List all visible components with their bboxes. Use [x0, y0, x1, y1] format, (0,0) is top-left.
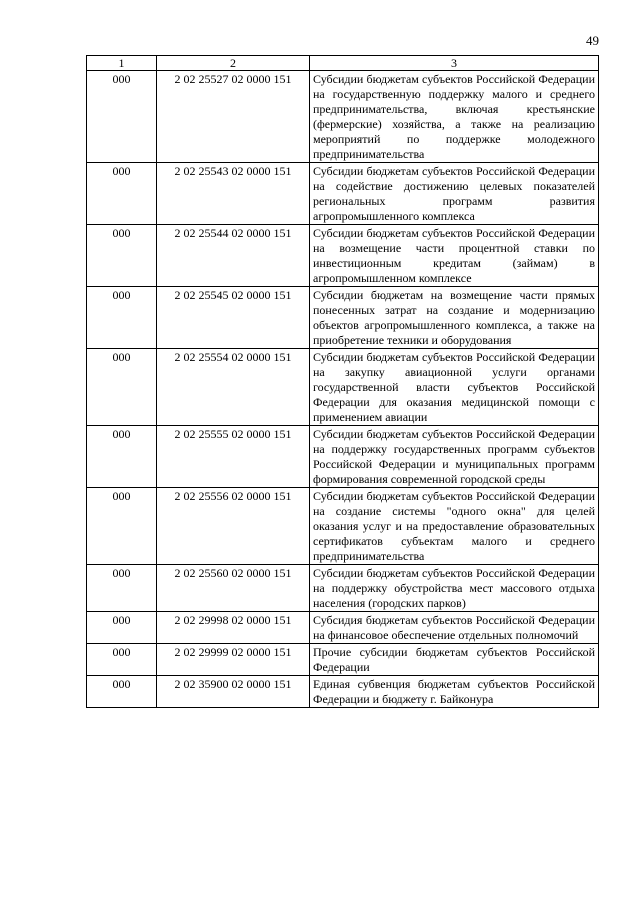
description-cell: Субсидии бюджетам субъектов Российской Федерации на поддержку обустройства мест массового отдыха населения (городских парков) — [310, 565, 599, 612]
description-cell: Единая субвенция бюджетам субъектов Российской Федерации и бюджету г. Байконура — [310, 676, 599, 708]
admin-code-cell: 000 — [87, 225, 157, 287]
column-header-1: 1 — [87, 56, 157, 71]
description-cell: Субсидии бюджетам субъектов Российской Федерации на возмещение части процентной ставки по инвестиционным кредитам (займам) в агропромышленном комплексе — [310, 225, 599, 287]
table-row — [87, 287, 599, 349]
description-cell: Субсидии бюджетам на возмещение части прямых понесенных затрат на создание и модернизацию объектов агропромышленного комплекса, а также на приобретение техники и оборудования — [310, 287, 599, 349]
budget-code-cell: 2 02 25554 02 0000 151 — [157, 349, 310, 426]
admin-code-cell: 000 — [87, 349, 157, 426]
table-row — [87, 488, 599, 565]
table-row — [87, 644, 599, 676]
table-row — [87, 426, 599, 488]
admin-code-cell: 000 — [87, 163, 157, 225]
description-cell: Субсидия бюджетам субъектов Российской Федерации на финансовое обеспечение отдельных полномочий — [310, 612, 599, 644]
table-row — [87, 565, 599, 612]
table-header-row — [87, 56, 599, 71]
admin-code-cell: 000 — [87, 287, 157, 349]
description-cell: Субсидии бюджетам субъектов Российской Федерации на государственную поддержку малого и среднего предпринимательства, включая крестьянские (фермерские) хозяйства, а также на реализацию мероприятий по поддержке молодежного предпринимательства — [310, 71, 599, 163]
budget-code-cell: 2 02 25555 02 0000 151 — [157, 426, 310, 488]
admin-code-cell: 000 — [87, 426, 157, 488]
budget-code-cell: 2 02 25544 02 0000 151 — [157, 225, 310, 287]
budget-code-cell: 2 02 25543 02 0000 151 — [157, 163, 310, 225]
admin-code-cell: 000 — [87, 644, 157, 676]
budget-code-cell: 2 02 25527 02 0000 151 — [157, 71, 310, 163]
budget-classification-table — [86, 55, 599, 708]
table-row — [87, 676, 599, 708]
budget-code-cell: 2 02 29998 02 0000 151 — [157, 612, 310, 644]
table-row — [87, 163, 599, 225]
column-header-2: 2 — [157, 56, 310, 71]
table-row — [87, 612, 599, 644]
description-cell: Субсидии бюджетам субъектов Российской Федерации на поддержку государственных программ субъектов Российской Федерации и муниципальных программ формирования современной городской среды — [310, 426, 599, 488]
page-number: 49 — [586, 33, 599, 48]
budget-code-cell: 2 02 29999 02 0000 151 — [157, 644, 310, 676]
table-row — [87, 225, 599, 287]
admin-code-cell: 000 — [87, 676, 157, 708]
admin-code-cell: 000 — [87, 488, 157, 565]
admin-code-cell: 000 — [87, 71, 157, 163]
budget-code-cell: 2 02 35900 02 0000 151 — [157, 676, 310, 708]
description-cell: Субсидии бюджетам субъектов Российской Федерации на создание системы "одного окна" для целей оказания услуг и на предоставление образовательных сертификатов субъектам малого и среднего предпринимательства — [310, 488, 599, 565]
table-row — [87, 71, 599, 163]
admin-code-cell: 000 — [87, 612, 157, 644]
description-cell: Субсидии бюджетам субъектов Российской Федерации на содействие достижению целевых показателей региональных программ развития агропромышленного комплекса — [310, 163, 599, 225]
table-row — [87, 349, 599, 426]
admin-code-cell: 000 — [87, 565, 157, 612]
budget-code-cell: 2 02 25556 02 0000 151 — [157, 488, 310, 565]
column-header-3: 3 — [310, 56, 599, 71]
description-cell: Прочие субсидии бюджетам субъектов Российской Федерации — [310, 644, 599, 676]
budget-code-cell: 2 02 25560 02 0000 151 — [157, 565, 310, 612]
description-cell: Субсидии бюджетам субъектов Российской Федерации на закупку авиационной услуги органами государственной власти субъектов Российской Федерации для оказания медицинской помощи с применением авиации — [310, 349, 599, 426]
budget-code-cell: 2 02 25545 02 0000 151 — [157, 287, 310, 349]
